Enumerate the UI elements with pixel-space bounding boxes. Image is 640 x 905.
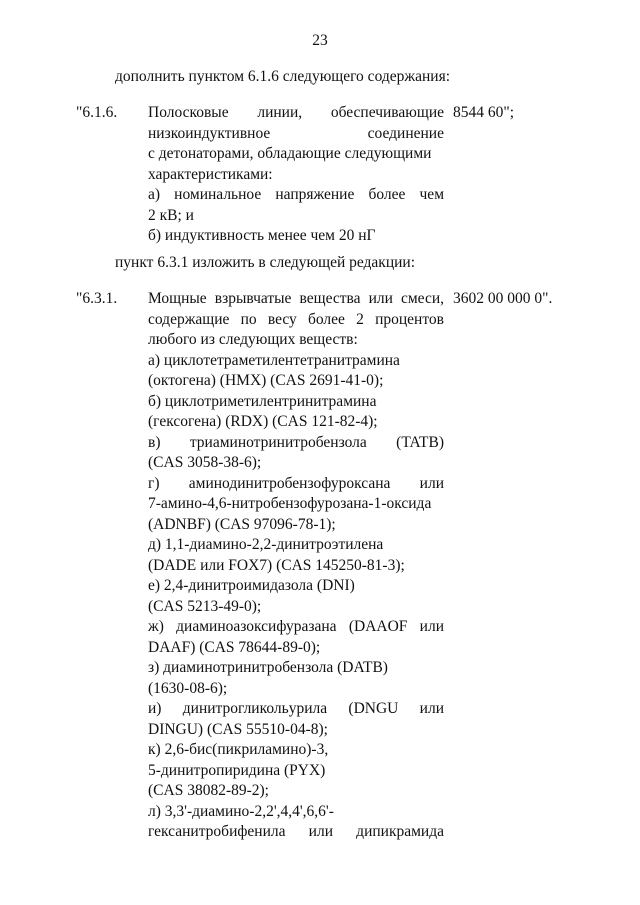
text-line: Мощные взрывчатые вещества или смеси, (148, 290, 444, 307)
text-line: з) диаминотринитробензола (DATB) (148, 659, 388, 676)
text-line: содержащие по весу более 2 процентов (148, 310, 444, 328)
text-line: ж) диаминоазоксифуразана (DAAOF или (148, 618, 444, 635)
amendment-intro-1: дополнить пунктом 6.1.6 следующего содержания: (115, 68, 450, 85)
entry-text (148, 103, 444, 247)
text-line: (октогена) (HMX) (CAS 2691-41-0); (148, 372, 384, 389)
amendment-intro-2: пункт 6.3.1 изложить в следующей редакции: (115, 254, 416, 271)
text-line: е) 2,4-динитроимидазола (DNI) (148, 577, 355, 594)
text-line: к) 2,6-бис(пикриламино)-3, (148, 741, 329, 758)
text-line: а) номинальное напряжение более чем (148, 186, 444, 203)
entry-number: "6.1.6. (76, 104, 118, 121)
text-line: в) триаминотринитробензола (TATB) (148, 433, 444, 451)
text-line: 5-динитропиридина (PYX) (148, 761, 326, 779)
text-line: 2 кВ; и (148, 206, 194, 224)
text-line: д) 1,1-диамино-2,2-динитроэтилена (148, 536, 384, 553)
text-line: л) 3,3'-диамино-2,2',4,4',6,6'- (148, 802, 334, 820)
text-line: б) индуктивность менее чем 20 нГ (148, 227, 376, 244)
text-line: DAAF) (CAS 78644-89-0); (148, 638, 321, 656)
text-line: с детонаторами, обладающие следующими (148, 145, 432, 162)
text-line: DINGU) (CAS 55510-04-8); (148, 720, 328, 738)
text-line: (DADE или FOX7) (CAS 145250-81-3); (148, 556, 405, 574)
tn-ved-code: 8544 60"; (453, 104, 515, 121)
text-line: (CAS 38082-89-2); (148, 782, 269, 799)
text-line: (гексогена) (RDX) (CAS 121-82-4); (148, 413, 378, 430)
text-line: а) циклотетраметилентетранитрамина (148, 351, 400, 369)
text-line: низкоиндуктивное соединение (148, 124, 444, 142)
tn-ved-code: 3602 00 000 0". (453, 290, 553, 307)
page-number: 23 (312, 32, 328, 49)
entry-text (148, 289, 444, 843)
text-line: (CAS 3058-38-6); (148, 454, 262, 471)
text-line: любого из следующих веществ: (148, 331, 358, 348)
text-line: (CAS 5213-49-0); (148, 597, 262, 615)
entry-number: "6.3.1. (76, 290, 118, 307)
text-line: Полосковые линии, обеспечивающие (148, 104, 444, 121)
text-line: характеристиками: (148, 165, 273, 183)
text-line: (1630-08-6); (148, 679, 228, 697)
text-line: г) аминодинитробензофуроксана или (148, 474, 444, 492)
text-line: (ADNBF) (CAS 97096-78-1); (148, 515, 336, 533)
text-line: 7-амино-4,6-нитробензофурозана-1-оксида (148, 495, 432, 512)
text-line: б) циклотриметилентринитрамина (148, 392, 377, 410)
text-line: гексанитробифенила или дипикрамида (148, 823, 444, 840)
text-line: и) динитрогликольурила (DNGU или (148, 700, 444, 717)
